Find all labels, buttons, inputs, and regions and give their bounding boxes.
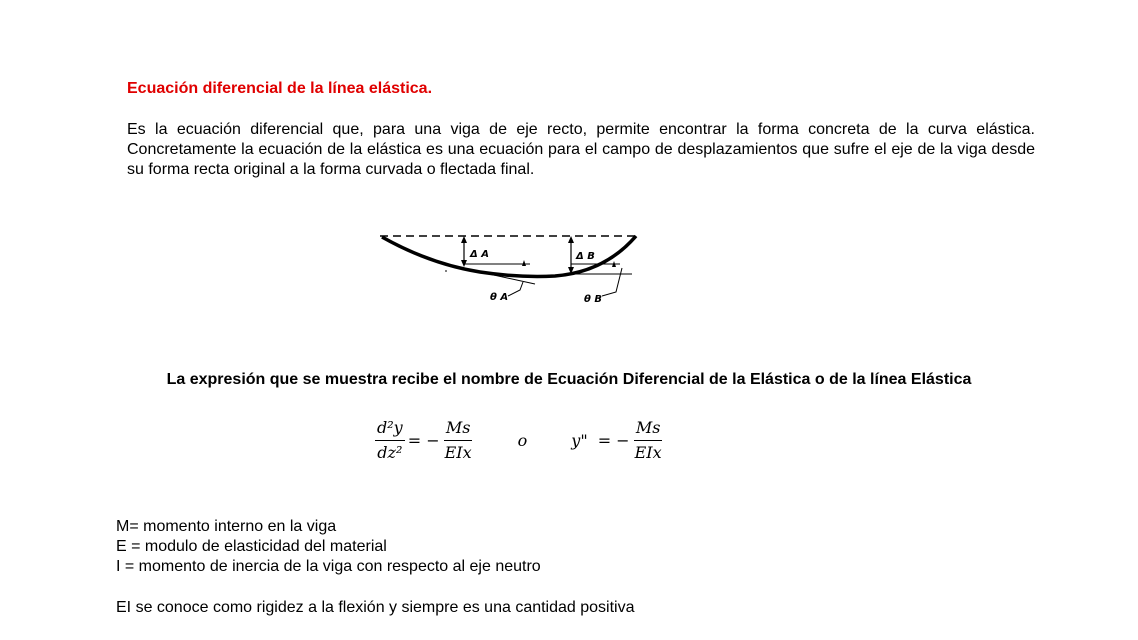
theta-b-leader <box>602 268 622 296</box>
rhs-fraction-2 <box>633 418 664 463</box>
intro-paragraph: Es la ecuación diferencial que, para una viga de eje recto, permite encontrar la forma concreta de la curva elástica. Concretamente la ecuación de la elástica es una ecuación para el campo de desplazamientos que sufre el eje de la viga desde su forma recta original a la forma curvada o flectada final. <box>127 121 1035 178</box>
definition-m: M= momento interno en la viga <box>116 518 337 535</box>
equals-minus-1: = − <box>407 430 440 450</box>
theta-a-leader <box>508 282 523 296</box>
rhs-fraction-1 <box>443 418 474 463</box>
lhs2-term: y" <box>571 430 588 450</box>
elastic-curve <box>382 236 636 277</box>
lhs1-denominator: dz² <box>377 442 403 462</box>
definition-e: E = modulo de elasticidad del material <box>116 538 387 555</box>
rigidity-note: EI se conoce como rigidez a la flexión y siempre es una cantidad positiva <box>116 599 635 616</box>
second-derivative-fraction <box>375 418 405 463</box>
equals-minus-2: = − <box>597 430 630 450</box>
rhs1-denominator: EIx <box>444 442 472 462</box>
lhs1-numerator: d²y <box>375 418 405 441</box>
elastic-curve-figure <box>370 224 650 314</box>
conjunction-or: o <box>517 430 528 450</box>
rhs2-denominator: EIx <box>634 442 662 462</box>
elastic-curve-diagram <box>370 224 650 314</box>
delta-b-label: Δ B <box>576 251 595 262</box>
elastic-equation <box>375 412 664 468</box>
expression-heading: La expresión que se muestra recibe el nombre de Ecuación Diferencial de la Elástica o de la línea Elástica <box>166 371 972 388</box>
section-title: Ecuación diferencial de la línea elástica. <box>127 80 433 97</box>
definition-i: I = momento de inercia de la viga con respecto al eje neutro <box>116 558 541 575</box>
rhs2-numerator: Ms <box>634 418 663 441</box>
rhs1-numerator: Ms <box>444 418 473 441</box>
theta-b-label: θ B <box>584 294 602 305</box>
delta-a-label: Δ A <box>470 249 489 260</box>
theta-a-label: θ A <box>490 292 509 303</box>
variable-definitions <box>116 517 541 577</box>
